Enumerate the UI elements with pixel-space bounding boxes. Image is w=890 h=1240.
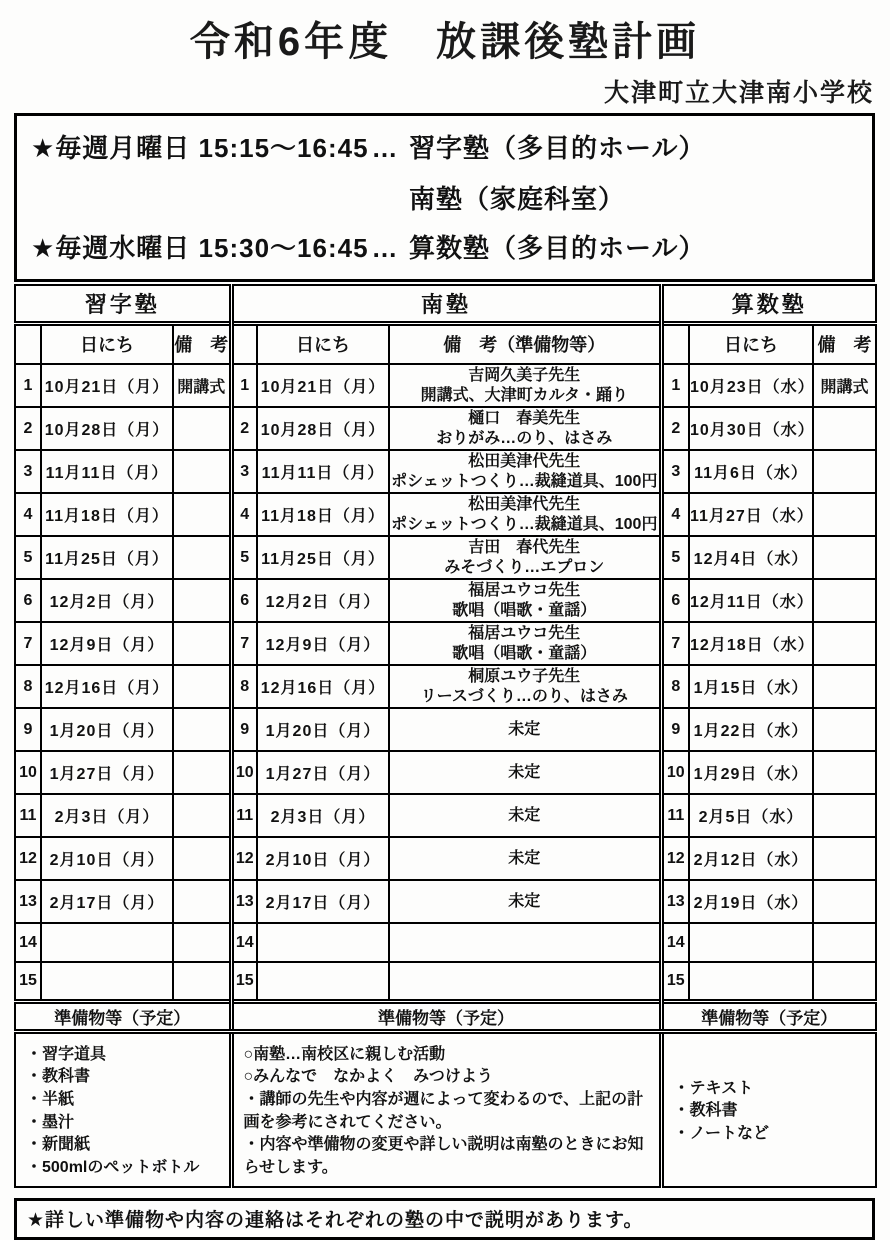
shuji-date-header: 日にち [41,323,173,364]
sansu-note [813,708,876,751]
prep-item: ・テキスト [673,1079,754,1097]
table-row-11 [15,794,876,837]
sansu-note [813,407,876,450]
minami-date: 1月20日（月） [257,708,389,751]
prep-header-row [15,1001,876,1031]
minami-date: 2月17日（月） [257,880,389,923]
row-number: 11 [231,794,257,837]
table-row-14 [15,923,876,962]
shuji-note [173,751,231,794]
row-number: 1 [231,364,257,407]
page-title: 令和6年度 放課後塾計画 [189,20,701,64]
sansu-note [813,880,876,923]
row-number: 4 [661,493,689,536]
shuji-date: 10月21日（月） [41,364,173,407]
shuji-date: 11月18日（月） [41,493,173,536]
minami-date: 10月28日（月） [257,407,389,450]
row-number: 3 [15,450,41,493]
ellipsis: … [371,133,399,163]
shuji-date [41,962,173,1001]
minami-activity: 歌唱（唱歌・童謡） [452,601,597,619]
row-number: 2 [15,407,41,450]
minami-date: 2月10日（月） [257,837,389,880]
row-number: 2 [661,407,689,450]
minami-note [389,923,661,962]
row-number: 2 [231,407,257,450]
prep-note-line: ○みんなで なかよく みつけよう [243,1068,493,1086]
row-number: 10 [231,751,257,794]
sansu-date: 1月29日（水） [689,751,813,794]
prep-item: ・新聞紙 [26,1136,91,1154]
table-row-6 [15,579,876,622]
prep-item: ・半紙 [26,1090,75,1108]
minami-date: 11月11日（月） [257,450,389,493]
minami-status: 未定 [508,720,541,738]
sansu-date: 1月15日（水） [689,665,813,708]
minami-note [389,450,661,493]
minami-teacher: 吉田 春代先生 [468,538,581,556]
row-number: 12 [661,837,689,880]
sansu-note [813,751,876,794]
minami-note [389,708,661,751]
row-number: 6 [15,579,41,622]
row-number: 11 [661,794,689,837]
minami-date: 12月16日（月） [257,665,389,708]
shuji-date: 12月2日（月） [41,579,173,622]
row-number: 14 [15,923,41,962]
notice-wednesday-line [31,228,860,265]
minami-activity: ポシェットつくり…裁縫道具、100円 [391,515,658,533]
minami-note [389,837,661,880]
row-number: 8 [231,665,257,708]
minami-note [389,364,661,407]
notice-monday-line [31,128,860,165]
minami-date [257,923,389,962]
table-row-8 [15,665,876,708]
shuji-note [173,622,231,665]
sansu-note [813,493,876,536]
minami-status: 未定 [508,892,541,910]
weekly-schedule-notice [14,113,875,282]
minami-prep-notes [231,1031,661,1187]
table-row-4 [15,493,876,536]
sansu-date: 1月22日（水） [689,708,813,751]
shuji-note [173,923,231,962]
shuji-date: 2月17日（月） [41,880,173,923]
shuji-date [41,923,173,962]
footer-note-box [14,1198,875,1240]
minami-teacher: 福居ユウコ先生 [468,581,581,599]
sansu-note [813,536,876,579]
row-number: 3 [231,450,257,493]
row-number: 7 [661,622,689,665]
table-row-10 [15,751,876,794]
shuji-note-header: 備 考 [173,323,231,364]
row-number: 1 [661,364,689,407]
minami-status: 未定 [508,763,541,781]
sansu-date: 12月11日（水） [689,579,813,622]
minami-activity: おりがみ…のり、はさみ [436,429,613,447]
shuji-date: 12月9日（月） [41,622,173,665]
row-number: 1 [15,364,41,407]
minami-teacher: 福居ユウコ先生 [468,624,581,642]
minami-note [389,536,661,579]
sansu-prep-list [661,1031,876,1187]
shuji-note [173,579,231,622]
row-number: 6 [661,579,689,622]
minami-note [389,407,661,450]
shuji-date: 1月20日（月） [41,708,173,751]
prep-item: ・ノートなど [673,1125,770,1143]
row-number: 13 [15,880,41,923]
group-sansu: 算数塾 [661,285,876,323]
row-number: 6 [231,579,257,622]
table-row-2 [15,407,876,450]
sansu-note: 開講式 [813,364,876,407]
row-number: 4 [15,493,41,536]
sansu-note [813,962,876,1001]
minami-activity: リースづくり…のり、はさみ [420,687,628,705]
prep-note-line: ・講師の先生や内容が週によって変わるので、上記の計画を参考にされてください。 [243,1090,644,1131]
table-row-1 [15,364,876,407]
prep-body-row [15,1031,876,1187]
wednesday-schedule: ★毎週水曜日 15:30～16:45 [31,233,369,263]
wednesday-class-location: 算数塾（多目的ホール） [409,233,706,263]
shuji-note [173,837,231,880]
sansu-note [813,923,876,962]
minami-number-header [231,323,257,364]
sansu-date: 12月18日（水） [689,622,813,665]
shuji-date: 2月3日（月） [41,794,173,837]
minami-note [389,794,661,837]
group-shuji: 習字塾 [15,285,231,323]
row-number: 4 [231,493,257,536]
shuji-date: 11月11日（月） [41,450,173,493]
sansu-note [813,622,876,665]
row-number: 3 [661,450,689,493]
shuji-note [173,665,231,708]
shuji-prep-header: 準備物等（予定） [15,1001,231,1031]
row-number: 9 [231,708,257,751]
sansu-note-header: 備 考 [813,323,876,364]
row-number: 14 [661,923,689,962]
minami-date [257,962,389,1001]
row-number: 10 [661,751,689,794]
monday-class-location: 習字塾（多目的ホール） [409,133,706,163]
row-number: 5 [661,536,689,579]
row-number: 11 [15,794,41,837]
row-number: 8 [15,665,41,708]
row-number: 7 [231,622,257,665]
minami-teacher: 松田美津代先生 [468,495,581,513]
shuji-number-header [15,323,41,364]
monday-schedule: ★毎週月曜日 15:15～16:45 [31,133,369,163]
table-row-9 [15,708,876,751]
row-number: 9 [661,708,689,751]
table-row-7 [15,622,876,665]
minami-teacher: 松田美津代先生 [468,452,581,470]
sansu-prep-header: 準備物等（予定） [661,1001,876,1031]
column-header-row [15,323,876,364]
prep-item: ・教科書 [673,1102,738,1120]
row-number: 5 [15,536,41,579]
minami-date: 11月18日（月） [257,493,389,536]
row-number: 5 [231,536,257,579]
shuji-note [173,536,231,579]
shuji-prep-list [15,1031,231,1187]
row-number: 12 [231,837,257,880]
row-number: 15 [231,962,257,1001]
shuji-note [173,708,231,751]
sansu-note [813,450,876,493]
table-row-3 [15,450,876,493]
row-number: 10 [15,751,41,794]
shuji-note [173,794,231,837]
minami-date-header: 日にち [257,323,389,364]
minami-status: 未定 [508,849,541,867]
shuji-note [173,407,231,450]
minami-note [389,579,661,622]
shuji-note [173,450,231,493]
minami-note [389,622,661,665]
prep-item: ・500mlのペットボトル [26,1159,200,1177]
row-number: 8 [661,665,689,708]
minami-prep-header: 準備物等（予定） [231,1001,661,1031]
prep-note-line: ・内容や準備物の変更や詳しい説明は南塾のときにお知らせします。 [243,1136,644,1177]
prep-item: ・習字道具 [26,1045,107,1063]
shuji-note: 開講式 [173,364,231,407]
minami-note [389,751,661,794]
minami-date: 10月21日（月） [257,364,389,407]
prep-item: ・教科書 [26,1068,91,1086]
sansu-date: 2月19日（水） [689,880,813,923]
shuji-date: 11月25日（月） [41,536,173,579]
minami-activity: ポシェットつくり…裁縫道具、100円 [391,472,658,490]
sansu-note [813,579,876,622]
prep-note-line: ○南塾…南校区に親しむ活動 [243,1045,446,1063]
shuji-note [173,880,231,923]
sansu-date: 11月27日（水） [689,493,813,536]
minami-note [389,665,661,708]
minami-note-header: 備 考（準備物等） [389,323,661,364]
row-number: 7 [15,622,41,665]
prep-item: ・墨汁 [26,1113,75,1131]
minami-note [389,880,661,923]
sansu-number-header [661,323,689,364]
notice-minami-line [409,179,860,216]
minami-teacher: 吉岡久美子先生 [468,366,581,384]
minami-date: 12月2日（月） [257,579,389,622]
shuji-note [173,493,231,536]
minami-date: 12月9日（月） [257,622,389,665]
minami-activity: みそづくり…エプロン [444,558,605,576]
shuji-note [173,962,231,1001]
sansu-date: 10月23日（水） [689,364,813,407]
minami-note [389,493,661,536]
table-row-15 [15,962,876,1001]
footer-note: ★詳しい準備物や内容の連絡はそれぞれの塾の中で説明があります。 [27,1210,644,1232]
sansu-date: 2月12日（水） [689,837,813,880]
group-header-row [15,285,876,323]
ellipsis: … [371,233,399,263]
minami-status: 未定 [508,806,541,824]
minami-date: 1月27日（月） [257,751,389,794]
sansu-note [813,837,876,880]
shuji-date: 10月28日（月） [41,407,173,450]
minami-note [389,962,661,1001]
row-number: 9 [15,708,41,751]
shuji-date: 2月10日（月） [41,837,173,880]
table-row-12 [15,837,876,880]
minami-date: 2月3日（月） [257,794,389,837]
minami-activity: 歌唱（唱歌・童謡） [452,644,597,662]
sansu-date: 12月4日（水） [689,536,813,579]
row-number: 15 [661,962,689,1001]
sansu-date [689,923,813,962]
row-number: 15 [15,962,41,1001]
school-name: 大津町立大津南小学校 [603,79,874,107]
table-row-13 [15,880,876,923]
sansu-date: 10月30日（水） [689,407,813,450]
schedule-table [14,284,877,1188]
shuji-date: 12月16日（月） [41,665,173,708]
minami-teacher: 樋口 春美先生 [468,409,581,427]
sansu-date-header: 日にち [689,323,813,364]
table-row-5 [15,536,876,579]
row-number: 14 [231,923,257,962]
sansu-date: 11月6日（水） [689,450,813,493]
row-number: 13 [231,880,257,923]
shuji-date: 1月27日（月） [41,751,173,794]
sansu-note [813,665,876,708]
sansu-note [813,794,876,837]
sansu-date: 2月5日（水） [689,794,813,837]
minami-date: 11月25日（月） [257,536,389,579]
minami-teacher: 桐原ユウ子先生 [468,667,581,685]
sansu-date [689,962,813,1001]
row-number: 12 [15,837,41,880]
row-number: 13 [661,880,689,923]
minami-class-location: 南塾（家庭科室） [409,184,626,214]
group-minami: 南塾 [231,285,661,323]
minami-activity: 開講式、大津町カルタ・踊り [420,386,628,404]
